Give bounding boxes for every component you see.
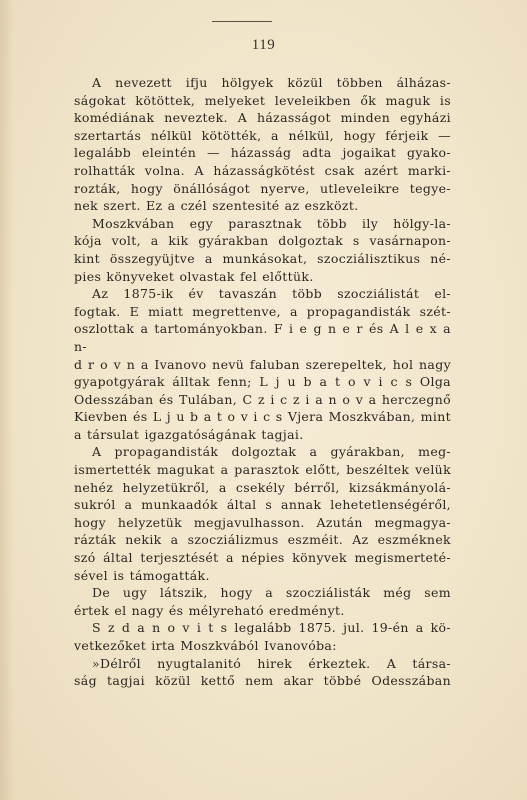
text-line: Az 1875-ik év tavaszán több szocziálistát el- [92,286,451,302]
text-line: rolhatták volna. A házasságkötést csak azért marki- [74,162,451,178]
text-line: rozták, hogy önállóságot nyerve, utleveleikre tegye- [74,180,451,196]
text-line: kója volt, a kik gyárakban dolgoztak s vasárnapon- [74,233,451,249]
text-line: gyapotgyárak álltak fenn; L j u b a t o v i c s Olga [74,374,451,390]
text-line: kint összegyüjtve a munkásokat, szocziálisztikus né- [74,250,451,266]
text-line: nehéz helyzetükről, a csekély bérről, kizsákmányolá- [74,479,451,495]
text-line: Moszkvában egy parasztnak több ily hölgy-la- [92,215,451,231]
text-line: értek el nagy és mélyreható eredményt. [74,602,345,618]
page-number: 119 [251,37,276,53]
text-line: A nevezett ifju hölgyek közül többen álházas- [92,75,451,90]
text-line: De ugy látszik, hogy a szocziálisták még sem [92,585,451,601]
text-line: oszlottak a tartományokban. F i e g n e r és A l e x a n- [74,321,451,354]
text-line: Odesszában és Tulában, C z i c z i a n o v a herczegnő [74,391,451,407]
text-line: komédiának neveztek. A házasságot minden egyházi [74,110,451,126]
text-line: ság tagjai közül kettő nem akar többé Odesszában [74,673,451,689]
binding-shadow [0,0,14,800]
text-line: szertartás nélkül kötötték, a nélkül, hogy férjeik — [74,127,451,143]
text-line: fogtak. E miatt megrettenve, a propagandisták szét- [74,303,451,319]
text-line: »Délről nyugtalanitó hirek érkeztek. A társa- [92,655,451,671]
text-line: nek szert. Ez a czél szentesité az eszközt. [74,198,359,214]
text-line: ismertették magukat a parasztok előtt, beszéltek velük [74,462,451,478]
text-line: ságokat kötöttek, melyeket leveleikben ők maguk is [74,92,451,108]
text-line: Kievben és L j u b a t o v i c s Vjera Moszkvában, mint [74,409,451,425]
page-header [0,34,527,54]
text-line: sukról a munkaadók által s annak lehetetlenségéről, [74,497,451,513]
text-line: rázták nekik a szocziálizmus eszméit. Az eszméknek [74,532,451,548]
text-line: vetkezőket irta Moszkvából Ivanovóba: [74,638,337,653]
text-line: szó által terjesztését a népies könyvek megismerteté- [74,550,451,566]
body-text [74,74,451,690]
text-line: S z d a n o v i t s legalább 1875. jul. 19-én a kö- [92,620,451,636]
text-line: legalább eleintén — házasság adta jogaikat gyako- [74,145,451,161]
text-line: pies könyveket olvastak fel előttük. [74,268,314,284]
text-line: d r o v n a Ivanovo nevü faluban szerepeltek, hol nagy [74,356,451,372]
text-line: A propagandisták dolgoztak a gyárakban, meg- [92,444,451,460]
text-line: hogy helyzetük megjavulhasson. Azután megmagya- [74,514,451,530]
text-line: a társulat igazgatóságának tagjai. [74,426,304,442]
text-line: sével is támogatták. [74,567,210,583]
header-rule [212,21,272,22]
